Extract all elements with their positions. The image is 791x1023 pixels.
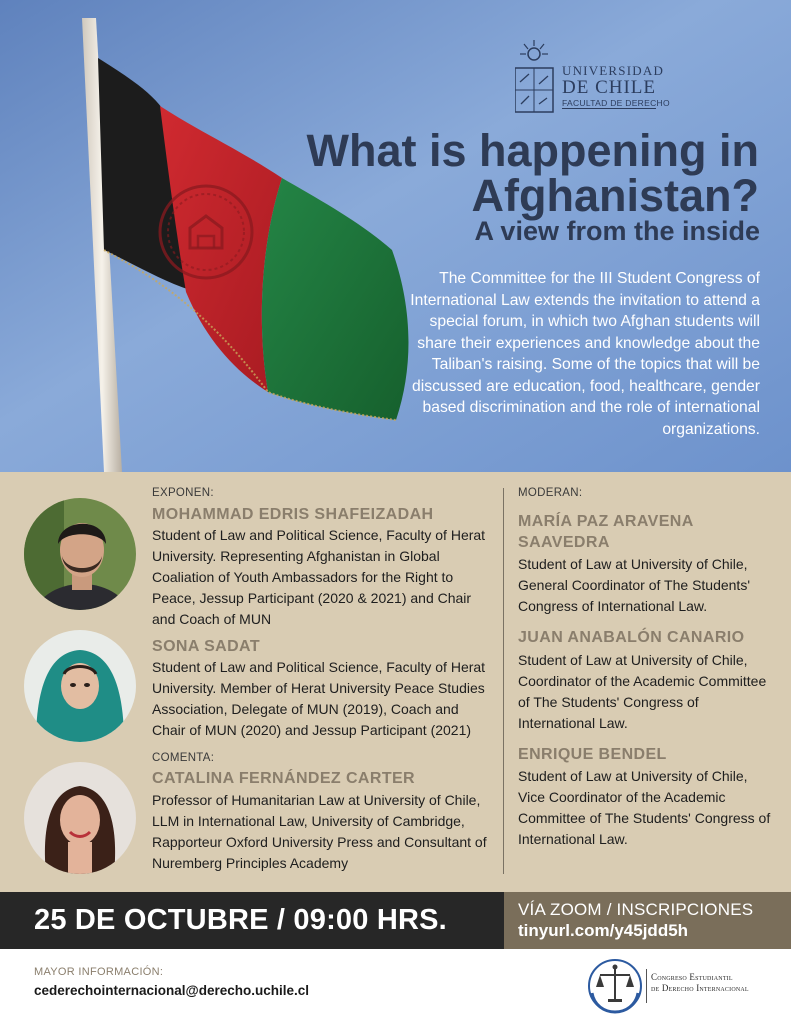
page-title: What is happening in Afghanistan? [306,125,759,221]
page-subtitle: A view from the inside [474,216,760,246]
event-date-time: 25 DE OCTUBRE / 09:00 HRS. [0,892,504,949]
moderator-1-bio: Student of Law at University of Chile, General Coordinator of The Students' Congress of International Law. [518,556,750,614]
avatar-speaker-1 [24,498,136,610]
congreso-wordmark [651,972,749,994]
speaker-2-bio: Student of Law and Political Science, Faculty of Herat University. Member of Herat University Peace Studies Association, Delegate of MUN (2019), Coach and Chair of MUN (2020) and Jessup Participant (2021) [152,659,486,738]
registration-band [504,892,791,949]
platform-text: VÍA ZOOM / INSCRIPCIONES [518,900,754,919]
contact-email-link[interactable]: cederechointernacional@derecho.uchile.cl [34,983,310,998]
moderator-2-bio: Student of Law at University of Chile, Coordinator of the Academic Committee of The Students' Congress of International Law. [518,652,767,731]
university-line1: UNIVERSIDAD [562,63,665,78]
column-divider [503,488,504,874]
scales-of-justice-icon [584,955,646,1017]
speaker-2-name: SONA SADAT [152,638,260,655]
moderator-1-name: MARÍA PAZ ARAVENA SAAVEDRA [518,513,694,551]
university-wordmark [562,64,670,108]
university-line2: DE CHILE [562,77,657,98]
university-underline [562,108,656,109]
moderan-label: MODERAN: [518,487,583,499]
exponen-label: EXPONEN: [152,487,214,499]
more-info-label: MAYOR INFORMACIÓN: [34,966,164,978]
intro-paragraph: The Committee for the III Student Congress of International Law extends the invitation to attend a special forum, in which two Afghan students will share their experiences and knowledge about the Taliban's raising. Some of the topics that will be discussed are education, food, healthcare, gender based discrimination and the role of international organizations. [410,270,760,438]
comenta-label: COMENTA: [152,752,215,764]
hero-banner [0,0,791,472]
congreso-divider [646,969,647,1003]
registration-link[interactable]: tinyurl.com/y45jdd5h [518,921,689,940]
congreso-line2: de Derecho Internacional [651,983,749,993]
speaker-1-name: MOHAMMAD EDRIS SHAFEIZADAH [152,506,434,523]
person-portrait-icon [24,630,136,742]
person-portrait-icon [24,498,136,610]
speaker-3-bio: Professor of Humanitarian Law at University of Chile, LLM in International Law, University of Cambridge, Rapporteur Oxford University Press and Consultant of Nuremberg Principles Academy [152,792,487,871]
congreso-line1: Congreso Estudiantil [651,972,733,982]
moderator-3-name: ENRIQUE BENDEL [518,746,667,763]
footer [0,949,791,1023]
university-line3: FACULTAD DE DERECHO [562,98,670,108]
moderator-2-name: JUAN ANABALÓN CANARIO [518,629,745,646]
avatar-speaker-3 [24,762,136,874]
avatar-speaker-2 [24,630,136,742]
person-portrait-icon [24,762,136,874]
speaker-3-name: CATALINA FERNÁNDEZ CARTER [152,770,416,787]
speaker-1-bio: Student of Law and Political Science, Faculty of Herat University. Representing Afghanistan in Global Coaliation of Youth Ambassadors for the Right to Peace, Jessup Participant (2020 & 2021) and Chair and Coach of MUN [152,527,486,627]
speakers-panel [0,472,791,892]
moderator-3-bio: Student of Law at University of Chile, Vice Coordinator of the Academic Committee of The Students' Congress of International Law. [518,768,771,847]
